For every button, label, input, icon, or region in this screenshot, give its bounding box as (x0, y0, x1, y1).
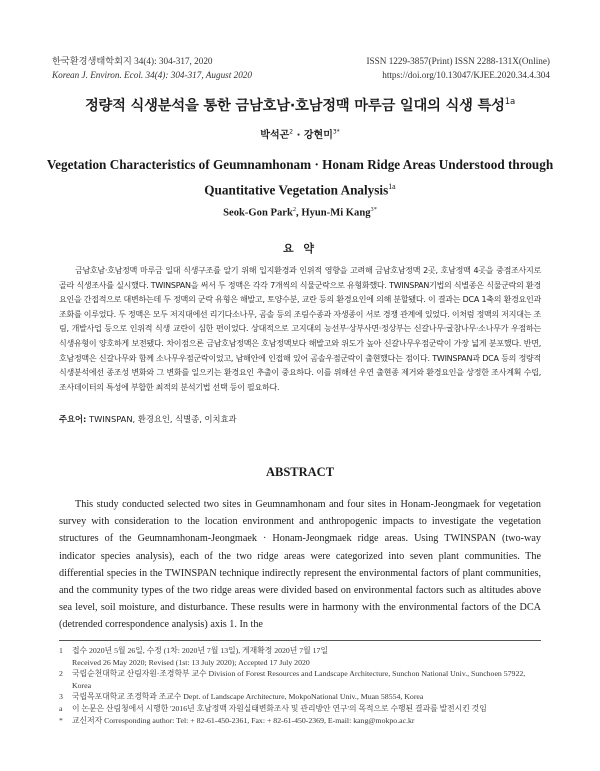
author-1-en-sup: 2 (292, 206, 297, 213)
keywords-label: 주요어: (59, 414, 87, 424)
journal-name-en: Korean J. Environ. Ecol. 34(4): 304-317, August 2020 (52, 70, 252, 80)
author-separator-en: , (296, 207, 302, 219)
author-2-en: Hyun-Mi Kang (301, 207, 371, 219)
footnote-divider (59, 640, 541, 641)
journal-identifiers (367, 54, 551, 82)
footnote-item (59, 691, 546, 703)
author-1-ko-sup: 2 (289, 128, 294, 136)
footnote-mark: 2 (59, 669, 63, 679)
footnote-text: 교신저자 Corresponding author: Tel: + 82-61-450-2361, Fax: + 82-61-450-2369, E-mail: kang@mokpo.ac.kr (72, 715, 415, 725)
author-1-en: Seok-Gon Park (223, 207, 293, 219)
footnote-item (59, 668, 546, 691)
footnote-mark: 1 (59, 646, 63, 655)
journal-citation (52, 54, 252, 82)
authors-ko (0, 126, 600, 141)
footnote-mark: 3 (59, 692, 63, 702)
journal-name-ko: 한국환경생태학회지 34(4): 304-317, 2020 (52, 56, 213, 66)
footnote-text: 접수 2020년 5월 26일, 수정 (1차: 2020년 7월 13일), 게재확정 2020년 7월 17일 (72, 646, 328, 655)
footnote-text: 이 논문은 산림청에서 시행한 '2016년 호남정맥 자원실태변화조사 및 관리방안 연구'의 목적으로 수행된 결과를 발전시킨 것임 (72, 703, 487, 713)
issn: ISSN 1229-3857(Print) ISSN 2288-131X(Online) (366, 56, 550, 66)
footnote-text: Received 26 May 2020; Revised (1st: 13 July 2020); Accepted 17 July 2020 (72, 657, 310, 667)
abstract-en: This study conducted selected two sites in Geumnamhonam and four sites in Honam-Jeongmaek for vegetation survey with consideration to the location environment and anthropogenic impacts to investigate the vegetation structures of the Geumnamhonam-Jeongmaek · Honam-Jeongmaek ridge areas. Using TWINSPAN (two-way indicator species analysis), each of the two ridge areas were categorized into seven plant communities. The differential species in the TWINSPAN technique indirectly represent the environmental factors of plant communities, and the community types of the two ridge areas were divided based on environmental factors such as altitudes above sea level, soil moisture, and disturbance. These results were in harmony with the environmental factors of the DCA (detrended correspondence analysis) axis 1. In the (59, 499, 541, 631)
footnote-mark (59, 657, 72, 669)
footnotes (59, 645, 546, 726)
title-en-line-2-wrap (40, 176, 560, 201)
footnote-item (59, 715, 546, 727)
footnote-item (59, 657, 546, 669)
author-1-ko: 박석곤 (260, 130, 290, 141)
footnote-mark: a (59, 703, 63, 713)
title-en-sup: 1a (388, 182, 396, 191)
author-separator-ko: · (293, 130, 304, 141)
doi-link[interactable]: https://doi.org/10.13047/KJEE.2020.34.4.304 (382, 70, 550, 80)
summary-ko: 금남호남·호남정맥 마루금 일대 식생구조를 알기 위해 입지환경과 인위적 영향을 고려해 금남호남정맥 2곳, 호남정맥 4곳을 중점조사지로 골라 식생조사를 실시했다. TWINSPAN을 써서 두 정맥은 각각 7개씩의 식물군락으로 유형화했다. TWINSPAN기법의 식별종은 식물군락의 환경요인을 간접적으로 대변하는데 두 정맥의 군락 유형은 해발고, 토양수분, 교란 등의 환경요인에 의해 분할됐다. 이 결과는 DCA 1축의 환경요인과 조화를 이루었다. 두 정맥은 모두 저지대에선 리기다소나무, 곰솔 등의 조림수종과 자생종이 서로 경쟁 관계에 있었다. 이처럼 정맥의 저지대는 조림, 개발사업 등으로 인위적 식생 교란이 심한 편이었다. 상대적으로 고지대의 능선부·상부사면·정상부는 신갈나무·굴참나무·소나무가 우점하는 식생유형이 양호하게 보전됐다. 차이점으론 금남호남정맥은 호남정맥보다 해발고와 위도가 높아 신갈나무우점군락이 가장 넓게 분포했다. 반면, 호남정맥은 신갈나무와 함께 소나무우점군락이었고, 남해안에 인접해 있어 곰솔우점군락이 출현했다는 점이다. TWINSPAN과 DCA 등의 정량적 식생분석에선 종조성 변화와 그 변화를 일으키는 환경요인 추출이 중요하다. 이를 위해선 우연 출현종 제거와 환경요인을 상정한 조사계획 수립, 조사데이터의 특성에 부합한 최적의 분석기법 선택 등이 필요하다. (59, 266, 541, 392)
footnote-item (59, 645, 546, 657)
abstract-heading: ABSTRACT (265, 465, 335, 479)
author-2-ko-sup: 3* (332, 128, 340, 136)
author-2-en-sup: 3* (370, 206, 377, 213)
title-ko-text: 정량적 식생분석을 통한 금남호남·호남정맥 마루금 일대의 식생 특성 (84, 98, 505, 114)
title-ko-sup: 1a (504, 97, 516, 108)
author-2-ko: 강현미 (303, 130, 333, 141)
keywords (59, 413, 541, 425)
authors-en (0, 206, 600, 219)
footnote-text: 국립순천대학교 산림자원·조경학부 교수 Division of Forest Resources and Landscape Architecture, Sunchon National Univ., Sunchoen 57922, Korea (72, 669, 526, 690)
footnote-mark: * (59, 715, 63, 725)
title-en (40, 154, 560, 201)
footnote-item (59, 703, 546, 715)
title-en-line-2: Quantitative Vegetation Analysis (204, 182, 389, 198)
title-en-line-1: Vegetation Characteristics of Geumnamhonam · Honam Ridge Areas Understood through (46, 157, 554, 172)
summary-heading: 요 약 (282, 242, 318, 255)
keywords-list: TWINSPAN, 환경요인, 식별종, 이치효과 (89, 414, 237, 424)
title-ko (40, 95, 560, 115)
footnote-text: 국립목포대학교 조경학과 조교수 Dept. of Landscape Architecture, MokpoNational Univ., Muan 58554, Korea (72, 692, 424, 702)
